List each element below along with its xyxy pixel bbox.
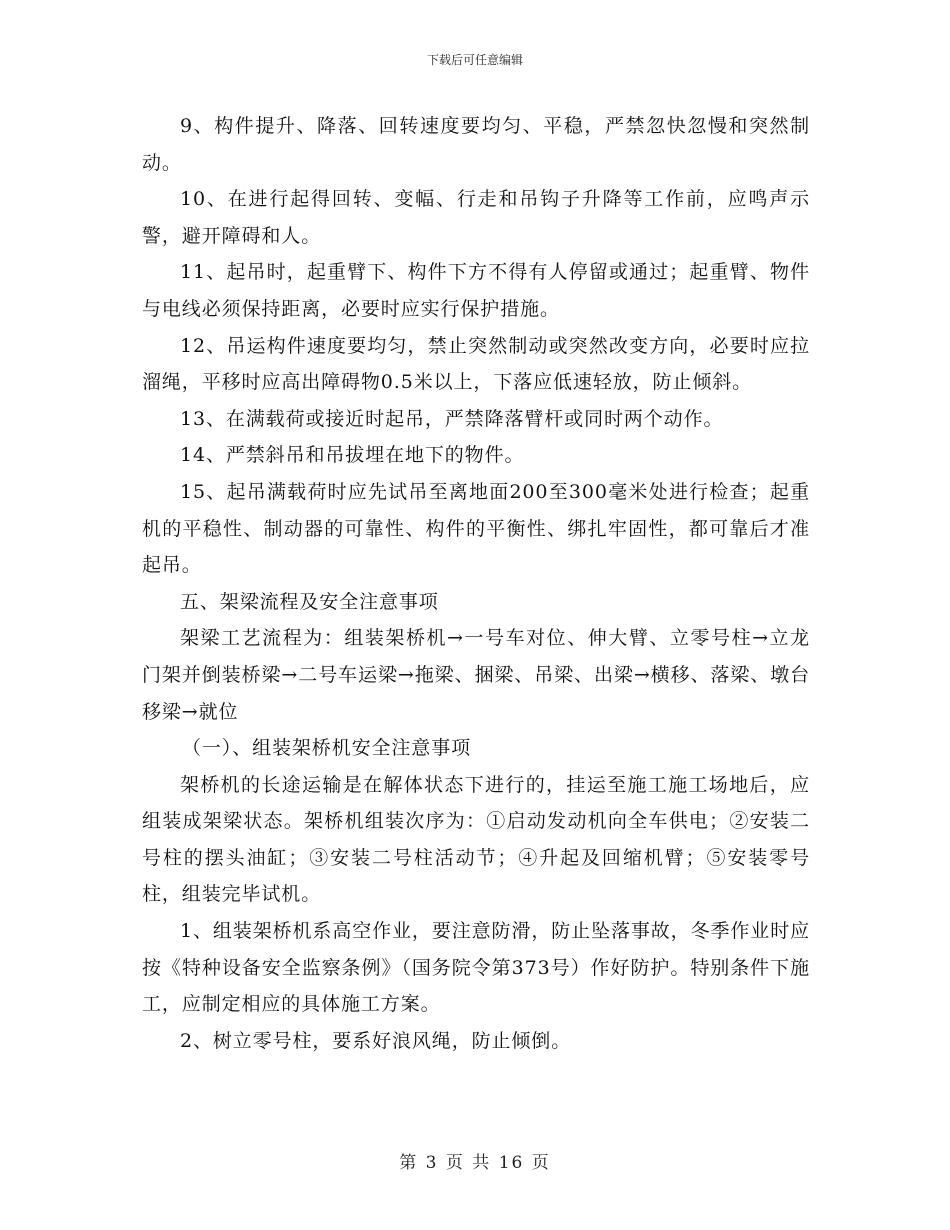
paragraph-item-10: 10、在进行起得回转、变幅、行走和吊钩子升降等工作前，应鸣声示警，避开障碍和人。 [142,188,810,247]
paragraph-item-11: 11、起吊时，起重臂下、构件下方不得有人停留或通过；起重臂、物件与电线必须保持距离，必要时应实行保护措施。 [142,261,810,320]
subsection-heading-1: （一）、组装架桥机安全注意事项 [182,737,472,760]
paragraph-item-12: 12、吊运构件速度要均匀，禁止突然制动或突然改变方向，必要时应拉溜绳，平移时应高出障碍物0.5米以上，下落应低速轻放，防止倾斜。 [142,334,810,394]
paragraph-item-15: 15、起吊满载荷时应先试吊至离地面200至300毫米处进行检查；起重机的平稳性、制动器的可靠性、构件的平衡性、绑扎牢固性，都可靠后才准起吊。 [142,480,810,577]
paragraph-item-9: 9、构件提升、降落、回转速度要均匀、平稳，严禁忽快忽慢和突然制动。 [142,115,810,174]
assembly-item-2: 2、树立零号柱，要系好浪风绳，防止倾倒。 [180,1029,572,1052]
paragraph-item-14: 14、严禁斜吊和吊拔埋在地下的物件。 [180,444,525,467]
assembly-order-paragraph: 架桥机的长途运输是在解体状态下进行的，挂运至施工施工场地后，应组装成架梁状态。架桥机组装次序为：①启动发动机向全车供电；②安装二号柱的摆头油缸；③安装二号柱活动节；④升起及回缩机臂；⑤安装零号柱，组装完毕试机。 [142,773,810,906]
paragraph-item-13: 13、在满载荷或接近时起吊，严禁降落臂杆或同时两个动作。 [180,407,724,430]
assembly-item-1: 1、组装架桥机系高空作业，要注意防滑，防止坠落事故，冬季作业时应按《特种设备安全监察条例》（国务院令第373号）作好防护。特别条件下施工，应制定相应的具体施工方案。 [142,920,810,1016]
page-header: 下载后可任意编辑 [426,53,523,67]
process-flow-paragraph: 架梁工艺流程为：组装架桥机→一号车对位、伸大臂、立零号柱→立龙门架并倒装桥梁→二号车运梁→拖梁、捆梁、吊梁、出梁→横移、落梁、墩台移梁→就位 [142,627,810,723]
page-number-footer: 第 3 页 共 16 页 [399,1153,551,1173]
section-heading-5: 五、架梁流程及安全注意事项 [180,590,439,613]
document-body [142,108,810,1059]
